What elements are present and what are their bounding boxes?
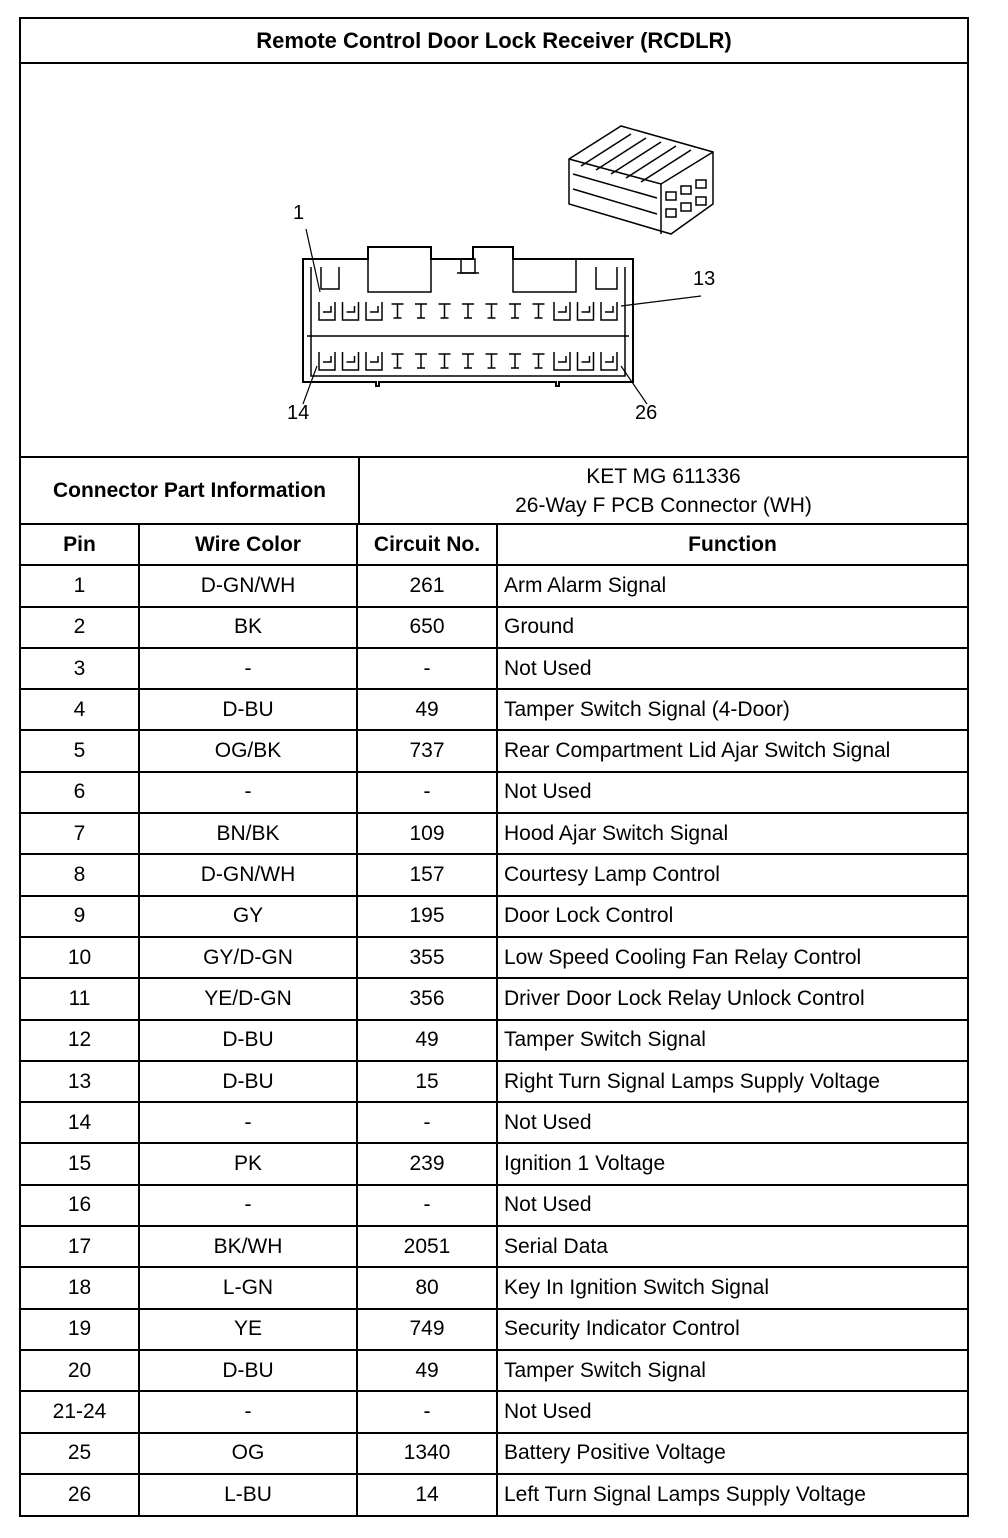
pin-cavity (415, 354, 427, 368)
pin-cavity (554, 302, 570, 320)
pin-label-13: 13 (693, 268, 716, 290)
circuit-cell: 109 (358, 814, 498, 853)
part-info-label: Connector Part Information (21, 458, 360, 523)
table-row (21, 731, 967, 772)
pin-cell: 11 (21, 979, 140, 1018)
function-cell: Driver Door Lock Relay Unlock Control (504, 986, 865, 1010)
circuit-cell: 195 (358, 897, 498, 936)
wire-color-cell: - (140, 1186, 358, 1225)
header-wire-color: Wire Color (140, 525, 358, 564)
pin-cavity (578, 302, 594, 320)
pin-cavity (439, 304, 451, 318)
table-row (21, 855, 967, 896)
table-row (21, 938, 967, 979)
connector-sheet (19, 17, 969, 1517)
pin-cavity (462, 354, 474, 368)
pin-label-1: 1 (293, 202, 305, 224)
pin-cavity (486, 304, 498, 318)
table-row (21, 1268, 967, 1309)
circuit-cell: 1340 (358, 1434, 498, 1473)
connector-3d-icon (569, 126, 713, 234)
pin-cavity (343, 352, 359, 370)
circuit-cell: 49 (358, 1351, 498, 1390)
pinout-table (21, 525, 967, 1516)
table-row (21, 773, 967, 814)
pin-label-14: 14 (287, 402, 310, 424)
pin-cell: 21-24 (21, 1392, 140, 1431)
connector-description: 26-Way F PCB Connector (WH) (515, 493, 812, 517)
wire-color-cell: D-BU (140, 1062, 358, 1101)
part-info-value (360, 458, 967, 523)
table-row (21, 1351, 967, 1392)
circuit-cell: 80 (358, 1268, 498, 1307)
function-cell: Tamper Switch Signal (504, 1028, 706, 1052)
table-row (21, 814, 967, 855)
function-cell: Key In Ignition Switch Signal (504, 1275, 769, 1299)
circuit-cell: 2051 (358, 1227, 498, 1266)
table-row (21, 1021, 967, 1062)
circuit-cell: - (358, 649, 498, 688)
table-row (21, 1475, 967, 1516)
wire-color-cell: - (140, 773, 358, 812)
function-cell: Tamper Switch Signal (4-Door) (504, 697, 790, 721)
table-row (21, 1103, 967, 1144)
pin-cell: 14 (21, 1103, 140, 1142)
pin-cell: 12 (21, 1021, 140, 1060)
pin-cell: 20 (21, 1351, 140, 1390)
function-cell: Right Turn Signal Lamps Supply Voltage (504, 1069, 880, 1093)
table-body (21, 566, 967, 1516)
pin-cavity (439, 354, 451, 368)
wire-color-cell: - (140, 1392, 358, 1431)
pin-cell: 19 (21, 1310, 140, 1349)
pin-cavity (601, 352, 617, 370)
circuit-cell: 157 (358, 855, 498, 894)
pin-cell: 15 (21, 1144, 140, 1183)
function-cell: Not Used (504, 1193, 592, 1217)
table-row (21, 1392, 967, 1433)
wire-color-cell: D-BU (140, 1021, 358, 1060)
wire-color-cell: PK (140, 1144, 358, 1183)
function-cell: Serial Data (504, 1234, 608, 1258)
table-row (21, 649, 967, 690)
function-cell: Rear Compartment Lid Ajar Switch Signal (504, 739, 891, 763)
circuit-cell: 15 (358, 1062, 498, 1101)
function-cell: Battery Positive Voltage (504, 1441, 726, 1465)
function-cell: Door Lock Control (504, 904, 674, 928)
pin-cavity (343, 302, 359, 320)
circuit-cell: 650 (358, 608, 498, 647)
wire-color-cell: YE (140, 1310, 358, 1349)
circuit-cell: - (358, 773, 498, 812)
pin-cavity (554, 352, 570, 370)
pin-cell: 17 (21, 1227, 140, 1266)
circuit-cell: 261 (358, 566, 498, 605)
function-cell: Low Speed Cooling Fan Relay Control (504, 945, 862, 969)
pin-cell: 6 (21, 773, 140, 812)
pin-label-26: 26 (635, 402, 658, 424)
circuit-cell: 239 (358, 1144, 498, 1183)
function-cell: Hood Ajar Switch Signal (504, 821, 729, 845)
header-circuit: Circuit No. (358, 525, 498, 564)
pin-cell: 5 (21, 731, 140, 770)
circuit-cell: - (358, 1392, 498, 1431)
pin-cavity (486, 354, 498, 368)
function-cell: Courtesy Lamp Control (504, 863, 720, 887)
connector-diagram (21, 64, 967, 456)
wire-color-cell: YE/D-GN (140, 979, 358, 1018)
pin-cell: 26 (21, 1475, 140, 1516)
pin-cell: 2 (21, 608, 140, 647)
table-row (21, 1144, 967, 1185)
function-cell: Left Turn Signal Lamps Supply Voltage (504, 1483, 866, 1507)
pin-cavity (578, 352, 594, 370)
table-header-row (21, 525, 967, 566)
function-cell: Not Used (504, 780, 592, 804)
table-row (21, 690, 967, 731)
header-pin: Pin (21, 525, 140, 564)
pin-cell: 10 (21, 938, 140, 977)
pin-cavity (392, 354, 404, 368)
circuit-cell: - (358, 1186, 498, 1225)
wire-color-cell: D-GN/WH (140, 566, 358, 605)
wire-color-cell: D-BU (140, 1351, 358, 1390)
pin-cavity (319, 302, 335, 320)
circuit-cell: 356 (358, 979, 498, 1018)
pin-cell: 3 (21, 649, 140, 688)
table-row (21, 1434, 967, 1475)
wire-color-cell: - (140, 1103, 358, 1142)
function-cell: Security Indicator Control (504, 1317, 740, 1341)
wire-color-cell: GY (140, 897, 358, 936)
pin-cavity (509, 354, 521, 368)
table-row (21, 1186, 967, 1227)
circuit-cell: 737 (358, 731, 498, 770)
table-row (21, 1227, 967, 1268)
table-row (21, 608, 967, 649)
function-cell: Ground (504, 615, 575, 639)
function-cell: Ignition 1 Voltage (504, 1152, 666, 1176)
table-row (21, 897, 967, 938)
pin-cell: 7 (21, 814, 140, 853)
function-cell: Tamper Switch Signal (504, 1358, 706, 1382)
pin-cavity (366, 352, 382, 370)
connector-part-info (21, 456, 967, 525)
wire-color-cell: OG/BK (140, 731, 358, 770)
pin-cavity (415, 304, 427, 318)
pin-cell: 9 (21, 897, 140, 936)
pin-cavity (462, 304, 474, 318)
wire-color-cell: BK (140, 608, 358, 647)
pin-cavity (366, 302, 382, 320)
pin-cell: 1 (21, 566, 140, 605)
pin-cavity (509, 304, 521, 318)
wire-color-cell: L-GN (140, 1268, 358, 1307)
wire-color-cell: BK/WH (140, 1227, 358, 1266)
wire-color-cell: L-BU (140, 1475, 358, 1516)
wire-color-cell: D-BU (140, 690, 358, 729)
pin-cell: 25 (21, 1434, 140, 1473)
wire-color-cell: GY/D-GN (140, 938, 358, 977)
table-row (21, 979, 967, 1020)
header-function: Function (688, 532, 777, 556)
circuit-cell: - (358, 1103, 498, 1142)
page-title: Remote Control Door Lock Receiver (RCDLR) (21, 19, 967, 64)
circuit-cell: 49 (358, 690, 498, 729)
table-row (21, 1310, 967, 1351)
pin-cavity (392, 304, 404, 318)
table-row (21, 1062, 967, 1103)
function-cell: Not Used (504, 1110, 592, 1134)
function-cell: Arm Alarm Signal (504, 573, 667, 597)
circuit-cell: 749 (358, 1310, 498, 1349)
pin-cell: 4 (21, 690, 140, 729)
wire-color-cell: OG (140, 1434, 358, 1473)
function-cell: Not Used (504, 656, 592, 680)
pin-cell: 13 (21, 1062, 140, 1101)
pin-cavity (319, 352, 335, 370)
circuit-cell: 49 (358, 1021, 498, 1060)
pin-leader-lines (303, 229, 701, 404)
pin-cavity (601, 302, 617, 320)
wire-color-cell: D-GN/WH (140, 855, 358, 894)
connector-face-drawing (21, 64, 967, 456)
pin-cell: 8 (21, 855, 140, 894)
pin-cavity (533, 354, 545, 368)
circuit-cell: 14 (358, 1475, 498, 1516)
pin-cell: 18 (21, 1268, 140, 1307)
pin-cell: 16 (21, 1186, 140, 1225)
part-number: KET MG 611336 (586, 464, 741, 488)
table-row (21, 566, 967, 607)
function-cell: Not Used (504, 1399, 592, 1423)
wire-color-cell: BN/BK (140, 814, 358, 853)
wire-color-cell: - (140, 649, 358, 688)
pin-cavity (533, 304, 545, 318)
circuit-cell: 355 (358, 938, 498, 977)
